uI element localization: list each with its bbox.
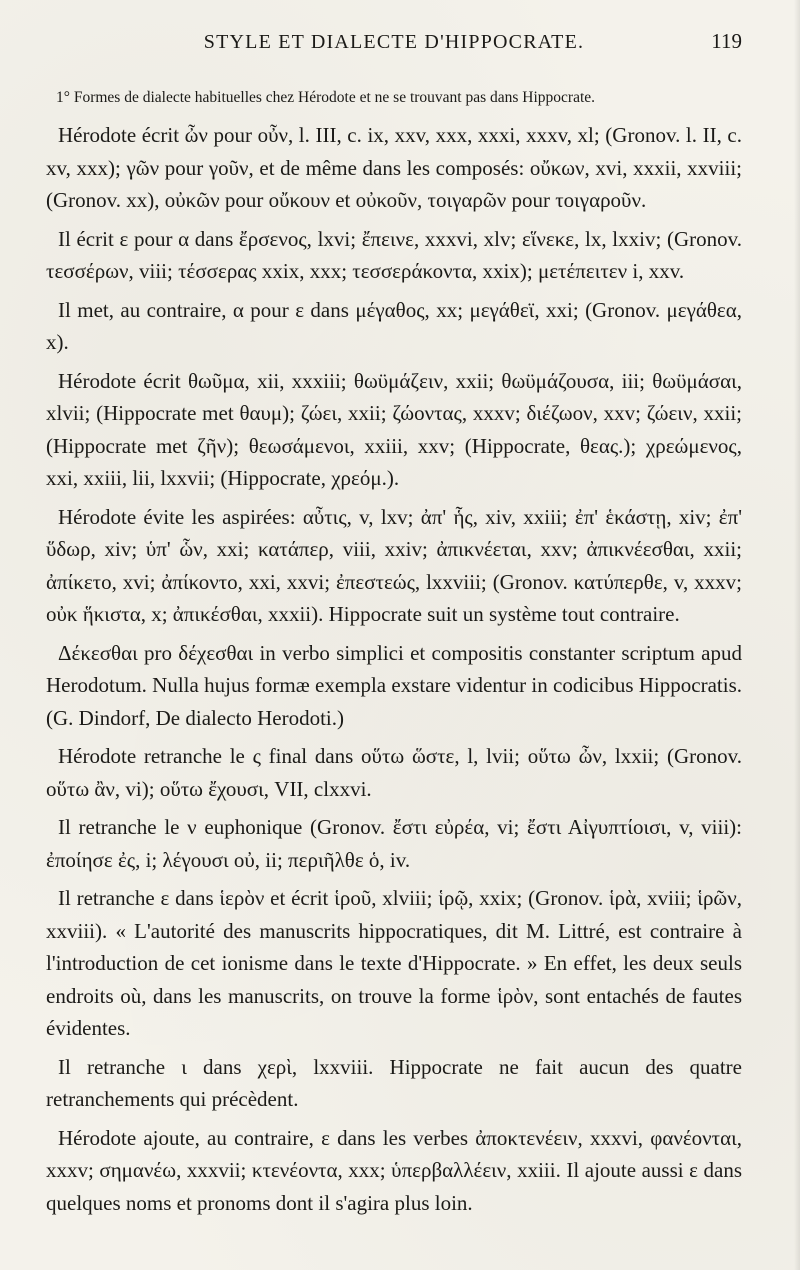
body-text [46, 119, 742, 1219]
paragraph: Il met, au contraire, α pour ε dans μέγαθος, xx; μεγάθεϊ, xxi; (Gronov. μεγάθεα, x). [46, 297, 742, 355]
paragraph: Hérodote évite les aspirées: αὖτις, v, lxv; ἀπ' ἧς, xiv, xxiii; ἐπ' ἑκάστῃ, xiv; ἐπ' ὕδωρ, xiv; ὑπ' ὧν, xxi; κατάπερ, viii, xxiv; ἀπικνέεται, xxv; ἀπικνέεσθαι, xxii; ἀπίκετο, xvi; ἀπίκοντο, xxi, xxvi; ἐπεστεώς, lxxviii; (Gronov. κατύπερθε, v, xxxv; οὐκ ἥκιστα, x; ἀπικέσθαι, xxxii). Hippocrate suit un système tout contraire. [46, 504, 742, 627]
paragraph: Il retranche le ν euphonique (Gronov. ἔστι εὐρέα, vi; ἔστι Αἰγυπτίοισι, v, viii): ἐποίησε ἐς, i; λέγουσι οὐ, ii; περιῆλθε ὁ, iv. [46, 815, 742, 872]
section-heading: 1° Formes de dialecte habituelles chez Hérodote et ne se trouvant pas dans Hippocrate. [56, 89, 596, 106]
paragraph: Hérodote écrit θωῦμα, xii, xxxiii; θωϋμάζειν, xxii; θωϋμάζουσα, iii; θωϋμάσαι, xlvii; (Hippocrate met θαυμ); ζώει, xxii; ζώοντας, xxxv; διέζωον, xxv; ζώειν, xxii; (Hippocrate met ζῆν); θεωσάμενοι, xxiii, xxv; (Hippocrate, θεας.); χρεώμενος, xxi, xxiii, lii, lxxvii; (Hippocrate, χρεόμ.). [46, 368, 742, 491]
page-number: 119 [711, 29, 742, 53]
paragraph: Il retranche ι dans χερὶ, lxxviii. Hippocrate ne fait aucun des quatre retranchements qui précèdent. [46, 1054, 742, 1112]
paragraph: Δέκεσθαι pro δέχεσθαι in verbo simplici et compositis constanter scriptum apud Herodotum. Nulla hujus formæ exempla exstare videntur in codicibus Hippocratis. (G. Dindorf, De dialecto Herodoti.) [46, 640, 742, 730]
paragraph: Il écrit ε pour α dans ἔρσενος, lxvi; ἔπεινε, xxxvi, xlv; εἵνεκε, lx, lxxiv; (Gronov. τεσσέρων, viii; τέσσερας xxix, xxx; τεσσεράκοντα, xxix); μετέπειτεν i, xxv. [46, 226, 742, 284]
running-title: STYLE ET DIALECTE D'HIPPOCRATE. [203, 31, 585, 53]
paragraph: Hérodote écrit ὦν pour οὖν, l. III, c. ix, xxv, xxx, xxxi, xxxv, xl; (Gronov. l. II, c. xv, xxx); γῶν pour γοῦν, et de même dans les composés: οὔκων, xvi, xxxii, xxviii; (Gronov. xx), οὐκῶν pour οὔκουν et οὐκοῦν, τοιγαρῶν pour τοιγαροῦν. [46, 123, 742, 213]
running-head [46, 0, 742, 70]
paragraph: Hérodote ajoute, au contraire, ε dans les verbes ἀποκτενέειν, xxxvi, φανέονται, xxxv; σημανέω, xxxvii; κτενέοντα, xxx; ὑπερβαλλέειν, xxiii. Il ajoute aussi ε dans quelques noms et pronoms dont il s'agira plus loin. [46, 1125, 742, 1215]
paragraph: Il retranche ε dans ἱερὸν et écrit ἱροῦ, xlviii; ἱρῷ, xxix; (Gronov. ἱρὰ, xviii; ἱρῶν, xxviii). « L'autorité des manuscrits hippocratiques, dit M. Littré, est contraire à l'introduction de cet ionisme dans le texte d'Hippocrate. » En effet, les deux seuls endroits où, dans les manuscrits, on trouve la forme ἱρὸν, sont entachés de fautes évidentes. [46, 886, 742, 1041]
paragraph: Hérodote retranche le ς final dans οὕτω ὥστε, l, lvii; οὕτω ὦν, lxxii; (Gronov. οὕτω ἂν, vi); οὕτω ἔχουσι, VII, clxxvi. [46, 744, 742, 801]
